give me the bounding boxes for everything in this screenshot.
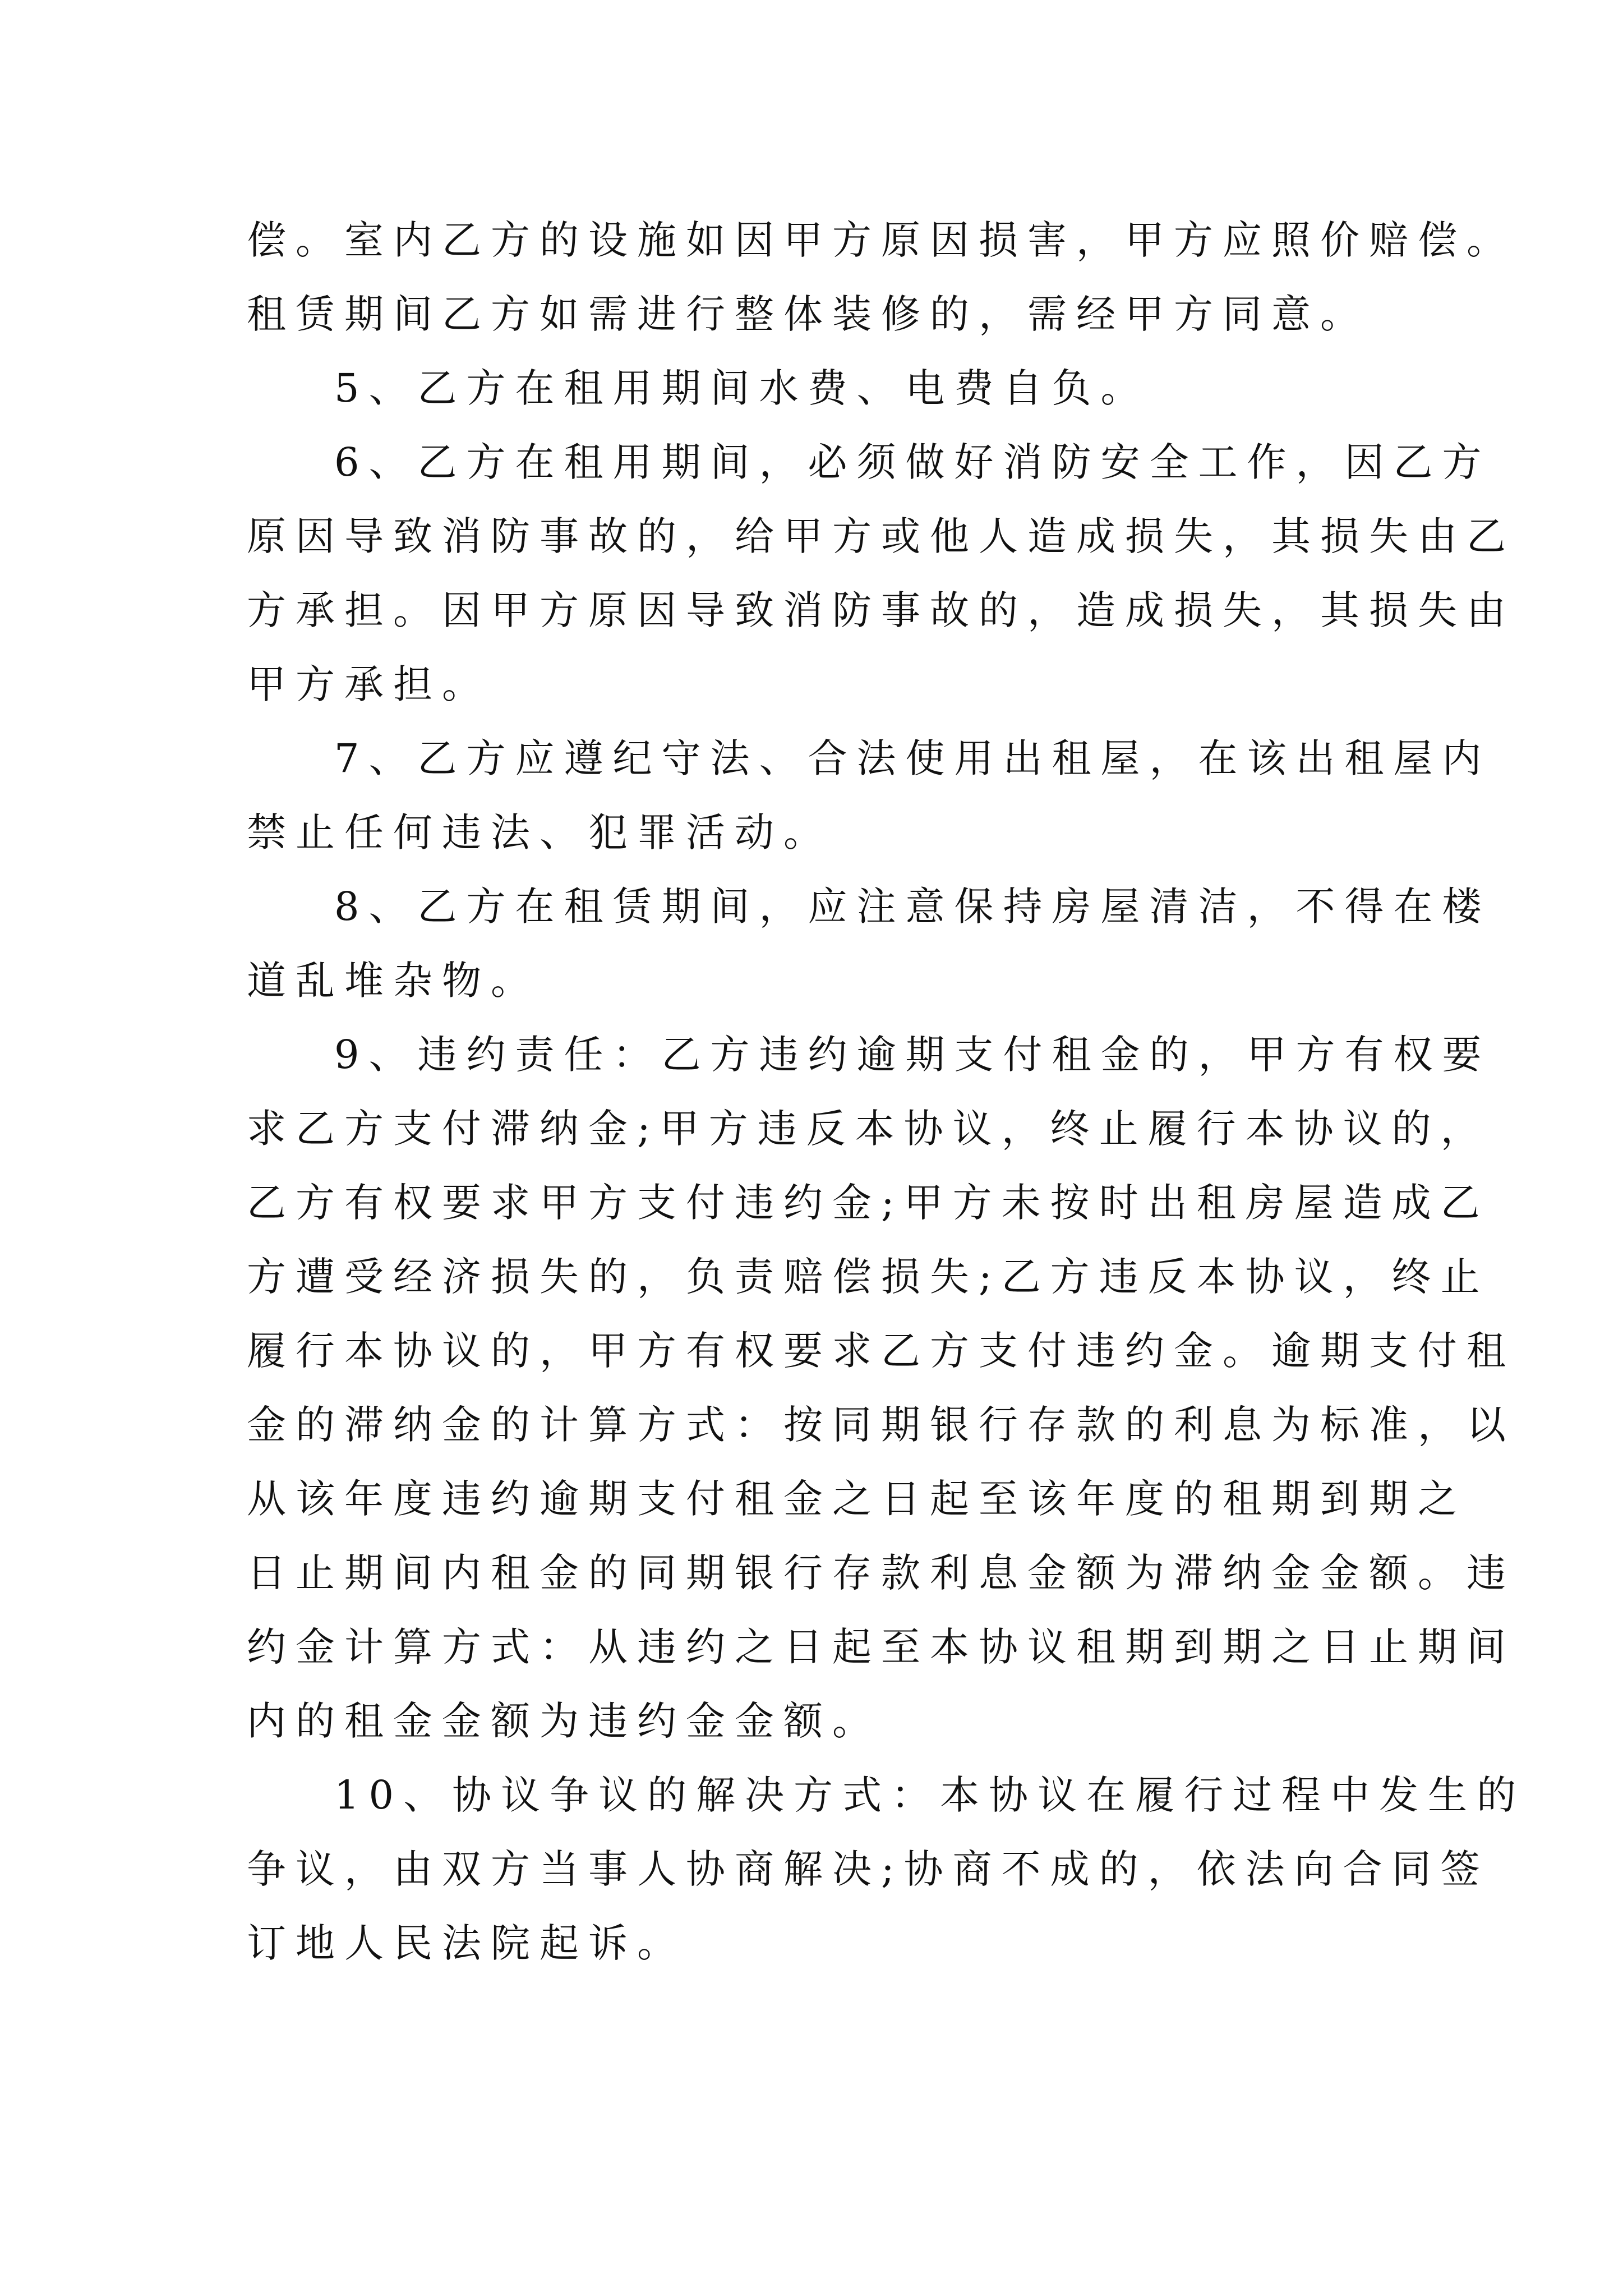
- text-line: 内的租金金额为违约金金额。: [247, 1698, 881, 1744]
- paragraph-7-line: 7、乙方应遵纪守法、合法使用出租屋，在该出租屋内: [334, 735, 1491, 781]
- text-line: 租赁期间乙方如需进行整体装修的，需经甲方同意。: [247, 291, 1369, 337]
- text-line: 乙方有权要求甲方支付违约金;甲方未按时出租房屋造成乙: [247, 1180, 1490, 1226]
- text-line: 金的滞纳金的计算方式：按同期银行存款的利息为标准，以: [247, 1402, 1515, 1448]
- text-line: 甲方承担。: [247, 661, 491, 707]
- text-line: 履行本协议的，甲方有权要求乙方支付违约金。逾期支付租: [247, 1328, 1515, 1374]
- text-line: 道乱堆杂物。: [247, 958, 540, 1004]
- text-line: 偿。室内乙方的设施如因甲方原因损害，甲方应照价赔偿。: [247, 217, 1515, 263]
- text-line: 从该年度违约逾期支付租金之日起至该年度的租期到期之: [247, 1476, 1467, 1522]
- text-line: 原因导致消防事故的，给甲方或他人造成损失，其损失由乙: [247, 513, 1515, 559]
- paragraph-5-line: 5、乙方在租用期间水费、电费自负。: [334, 365, 1150, 411]
- text-line: 约金计算方式：从违约之日起至本协议租期到期之日止期间: [247, 1624, 1515, 1670]
- text-line: 方承担。因甲方原因导致消防事故的，造成损失，其损失由: [247, 587, 1515, 633]
- text-line: 求乙方支付滞纳金;甲方违反本协议，终止履行本协议的，: [247, 1106, 1490, 1152]
- paragraph-10-line: 10、协议争议的解决方式：本协议在履行过程中发生的: [334, 1772, 1526, 1818]
- paragraph-8-line: 8、乙方在租赁期间，应注意保持房屋清洁，不得在楼: [334, 884, 1491, 930]
- text-line: 订地人民法院起诉。: [247, 1920, 686, 1966]
- text-line: 争议，由双方当事人协商解决;协商不成的，依法向合同签: [247, 1846, 1490, 1892]
- paragraph-9-line: 9、违约责任：乙方违约逾期支付租金的，甲方有权要: [334, 1032, 1491, 1078]
- paragraph-6-line: 6、乙方在租用期间，必须做好消防安全工作，因乙方: [334, 439, 1491, 485]
- text-line: 禁止任何违法、犯罪活动。: [247, 809, 832, 855]
- text-line: 日止期间内租金的同期银行存款利息金额为滞纳金金额。违: [247, 1550, 1515, 1596]
- text-line: 方遭受经济损失的，负责赔偿损失;乙方违反本协议，终止: [247, 1254, 1490, 1300]
